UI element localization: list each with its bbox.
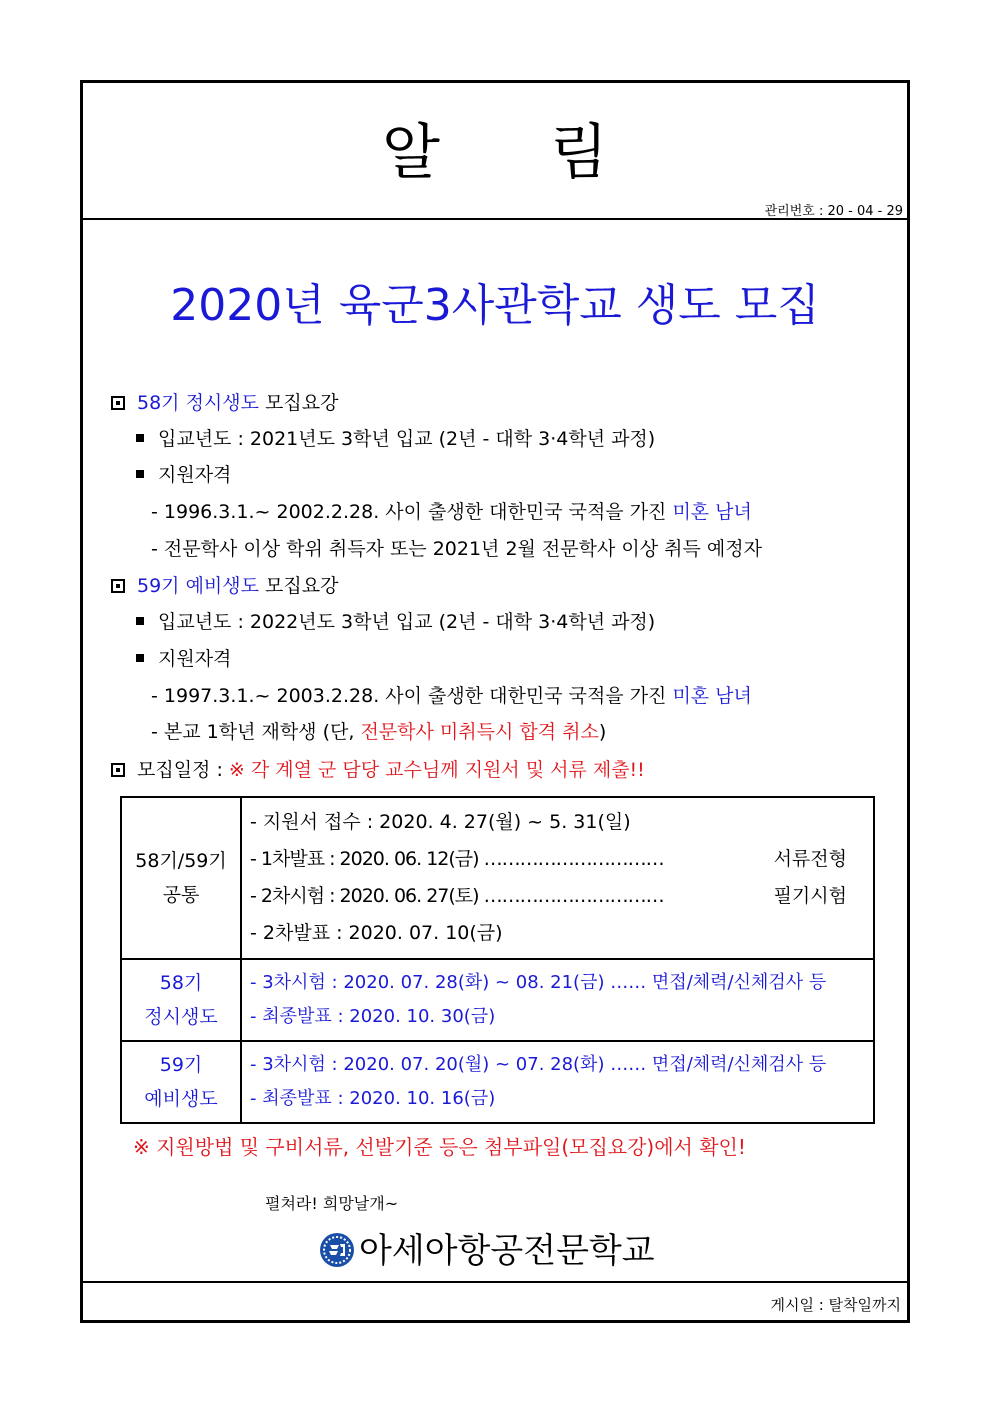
common-row-2-text: - 1차발표 : 2020. 06. 12(금) ………………………… (250, 848, 664, 870)
section-59-qual-1-highlight: 미혼 남녀 (672, 685, 752, 707)
section-58-qual-title (136, 460, 231, 487)
management-number: 관리번호 : 20 - 04 - 29 (764, 204, 903, 219)
bullet-icon (136, 654, 144, 662)
bullet-icon (136, 617, 144, 625)
common-row-second-exam (250, 878, 867, 915)
title-char-1: 알 (382, 118, 440, 188)
notice-frame (80, 80, 910, 1323)
section-58-qual-2: - 전문학사 이상 학위 취득자 또는 2021년 2월 전문학사 이상 취득 예정자 (151, 538, 762, 560)
posting-period: 게시일 : 탈착일까지 (770, 1296, 901, 1314)
schedule-notice: ※ 각 계열 군 담당 교수님께 지원서 및 서류 제출!! (228, 759, 645, 781)
square-bullet-icon (111, 579, 125, 593)
section-58-entry-year (136, 424, 655, 451)
title-char-2: 림 (550, 118, 608, 188)
s59-row-final-result: - 최종발표 : 2020. 10. 16(금) (250, 1088, 496, 1109)
bullet-icon (136, 470, 144, 478)
s59-schedule (241, 1041, 874, 1123)
section-59-qual-title (136, 644, 231, 671)
section-59-heading (111, 571, 338, 598)
section-59-entry-text: 입교년도 : 2022년도 3학년 입교 (2년 - 대학 3·4학년 과정) (158, 611, 656, 633)
section-58-heading (111, 388, 338, 415)
section-58-title: 58기 정시생도 (137, 392, 259, 414)
attachment-note: ※ 지원방법 및 구비서류, 선발기준 등은 첨부파일(모집요강)에서 확인! (133, 1135, 746, 1159)
common-label-line-2: 공통 (162, 884, 200, 906)
table-row (121, 797, 874, 959)
schedule-label: 모집일정 : (137, 759, 229, 781)
section-58-suffix: 모집요강 (259, 392, 339, 414)
section-59-qual-2-highlight: 전문학사 미취득시 합격 취소 (360, 721, 599, 743)
common-row-second-result: - 2차발표 : 2020. 07. 10(금) (250, 922, 503, 944)
section-58-qual-1 (151, 497, 752, 524)
table-row (121, 959, 874, 1041)
common-label (121, 797, 241, 959)
square-bullet-icon (111, 763, 125, 777)
notice-title (83, 105, 907, 191)
square-bullet-icon (111, 396, 125, 410)
bullet-icon (136, 434, 144, 442)
headline: 2020년 육군3사관학교 생도 모집 (170, 280, 820, 331)
school-signature (319, 1223, 655, 1272)
s58-row-third-exam: - 3차시험 : 2020. 07. 28(화) ~ 08. 21(금) …… 면접/체력/신체검사 등 (250, 972, 827, 993)
s58-label-line-2: 정시생도 (144, 1006, 218, 1028)
common-label-line-1: 58기/59기 (135, 850, 227, 872)
section-59-qual-2-end: ) (598, 721, 607, 743)
section-58-entry-text: 입교년도 : 2021년도 3학년 입교 (2년 - 대학 3·4학년 과정) (158, 428, 656, 450)
s58-schedule (241, 959, 874, 1041)
section-59-qual-label: 지원자격 (158, 648, 232, 670)
section-58-qual-1-text: - 1996.3.1.~ 2002.2.28. 사이 출생한 대한민국 국적을 가진 (151, 501, 673, 523)
section-59-suffix: 모집요강 (259, 575, 339, 597)
common-row-2-right: 서류전형 (773, 848, 847, 870)
table-row (121, 1041, 874, 1123)
section-59-qual-1 (151, 681, 752, 708)
school-logo-icon (319, 1232, 355, 1268)
s58-label (121, 959, 241, 1041)
s58-row-final-result: - 최종발표 : 2020. 10. 30(금) (250, 1006, 496, 1027)
section-59-qual-2-text: - 본교 1학년 재학생 (단, (151, 721, 361, 743)
s59-label-line-2: 예비생도 (144, 1088, 218, 1110)
section-58-qual-label: 지원자격 (158, 464, 232, 486)
common-schedule (241, 797, 874, 959)
common-row-first-result (250, 841, 867, 878)
section-59-qual-2 (151, 717, 606, 744)
common-row-application: - 지원서 접수 : 2020. 4. 27(월) ~ 5. 31(일) (250, 811, 631, 833)
slogan: 펼쳐라! 희망날개~ (265, 1194, 399, 1213)
s59-label (121, 1041, 241, 1123)
section-59-title: 59기 예비생도 (137, 575, 259, 597)
footer-divider (83, 1281, 907, 1283)
s58-label-line-1: 58기 (159, 972, 203, 994)
header-divider (83, 218, 907, 220)
section-58-qual-1-highlight: 미혼 남녀 (672, 501, 752, 523)
common-row-3-text: - 2차시험 : 2020. 06. 27(토) ………………………… (250, 885, 664, 907)
section-59-qual-1-text: - 1997.3.1.~ 2003.2.28. 사이 출생한 대한민국 국적을 가진 (151, 685, 673, 707)
school-name: 아세아항공전문학교 (359, 1231, 655, 1271)
s59-label-line-1: 59기 (159, 1054, 203, 1076)
schedule-table (120, 796, 875, 1124)
schedule-heading (111, 755, 645, 782)
common-row-3-right: 필기시험 (773, 885, 847, 907)
section-59-entry-year (136, 607, 655, 634)
s59-row-third-exam: - 3차시험 : 2020. 07. 20(월) ~ 07. 28(화) …… 면접/체력/신체검사 등 (250, 1054, 827, 1075)
